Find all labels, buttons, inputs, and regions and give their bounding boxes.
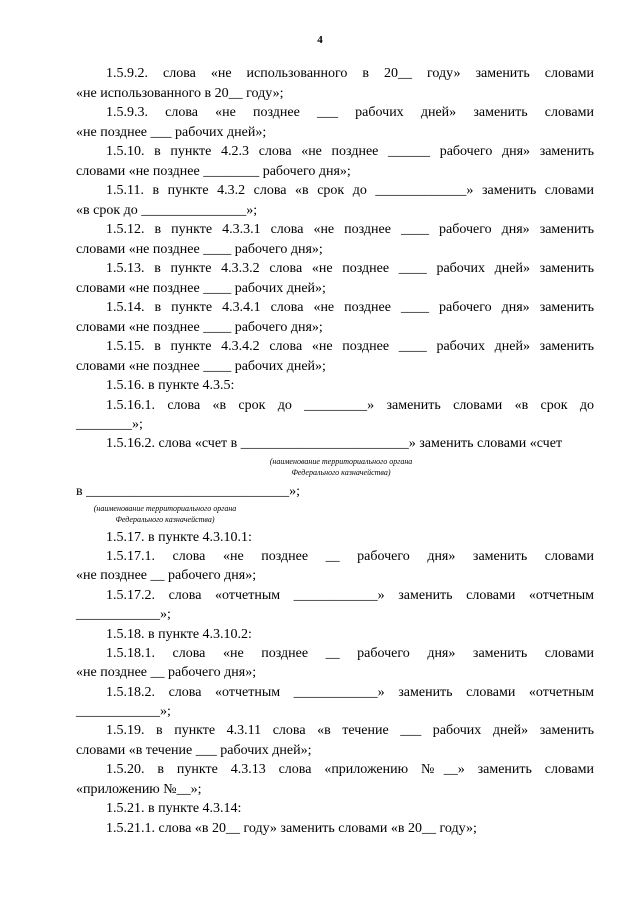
text-line: 1.5.18.2. слова «отчетным ____________» заменить словами «отчетным — [106, 685, 594, 700]
caption: Федерального казначейства) — [291, 468, 391, 477]
text-line: 1.5.21. в пункте 4.3.14: — [106, 801, 242, 816]
text-line: 1.5.18.1. слова «не позднее __ рабочего дня» заменить словами — [106, 646, 594, 661]
text-line: 1.5.17. в пункте 4.3.10.1: — [106, 530, 252, 545]
text-line: 1.5.21.1. слова «в 20__ году» заменить словами «в 20__ году»; — [106, 821, 477, 836]
text-line: 1.5.13. в пункте 4.3.3.2 слова «не позднее ____ рабочих дней» заменить — [106, 261, 594, 276]
text-line: ____________»; — [76, 607, 171, 622]
text-line: 1.5.12. в пункте 4.3.3.1 слова «не позднее ____ рабочего дня» заменить — [106, 222, 594, 237]
text-line: «в срок до _______________»; — [76, 203, 258, 218]
text-line: 1.5.14. в пункте 4.3.4.1 слова «не позднее ____ рабочего дня» заменить — [106, 300, 594, 315]
text-line: 1.5.9.2. слова «не использованного в 20__ году» заменить словами — [106, 66, 594, 81]
text-line: словами «не позднее ____ рабочего дня»; — [76, 320, 323, 335]
text-line: «не позднее __ рабочего дня»; — [76, 665, 257, 680]
caption: (наименование территориального органа — [269, 457, 413, 466]
text-line: «не использованного в 20__ году»; — [76, 86, 284, 101]
text-line: 1.5.19. в пункте 4.3.11 слова «в течение ___ рабочих дней» заменить — [106, 723, 594, 738]
caption: Федерального казначейства) — [115, 515, 215, 524]
text-line: «не позднее ___ рабочих дней»; — [76, 125, 267, 140]
caption: (наименование территориального органа — [93, 504, 237, 513]
text-line: словами «в течение ___ рабочих дней»; — [76, 743, 312, 758]
text-line: словами «не позднее ____ рабочего дня»; — [76, 242, 323, 257]
page-number: 4 — [317, 34, 323, 46]
text-line: «не позднее __ рабочего дня»; — [76, 568, 257, 583]
text-line: словами «не позднее ____ рабочих дней»; — [76, 281, 326, 296]
text-line: словами «не позднее ____ рабочих дней»; — [76, 359, 326, 374]
text-line: в _____________________________»; — [76, 484, 300, 499]
text-line: ____________»; — [76, 704, 171, 719]
text-line: 1.5.16.2. слова «счет в ________________________» заменить словами «счет — [106, 436, 563, 451]
text-line: 1.5.18. в пункте 4.3.10.2: — [106, 627, 252, 642]
text-line: «приложению №__»; — [76, 782, 202, 797]
text-line: 1.5.11. в пункте 4.3.2 слова «в срок до _____________» заменить словами — [106, 183, 594, 198]
text-line: 1.5.9.3. слова «не позднее ___ рабочих дней» заменить словами — [106, 105, 594, 120]
text-line: 1.5.17.2. слова «отчетным ____________» заменить словами «отчетным — [106, 588, 594, 603]
text-line: 1.5.10. в пункте 4.2.3 слова «не позднее ______ рабочего дня» заменить — [106, 144, 594, 159]
text-line: 1.5.15. в пункте 4.3.4.2 слова «не позднее ____ рабочих дней» заменить — [106, 339, 594, 354]
text-line: 1.5.16. в пункте 4.3.5: — [106, 378, 235, 393]
text-line: словами «не позднее ________ рабочего дня»; — [76, 164, 351, 179]
text-line: 1.5.16.1. слова «в срок до _________» заменить словами «в срок до — [106, 398, 594, 413]
text-line: 1.5.17.1. слова «не позднее __ рабочего дня» заменить словами — [106, 549, 594, 564]
text-line: 1.5.20. в пункте 4.3.13 слова «приложению №__» заменить словами — [106, 762, 594, 777]
text-line: ________»; — [76, 417, 143, 432]
